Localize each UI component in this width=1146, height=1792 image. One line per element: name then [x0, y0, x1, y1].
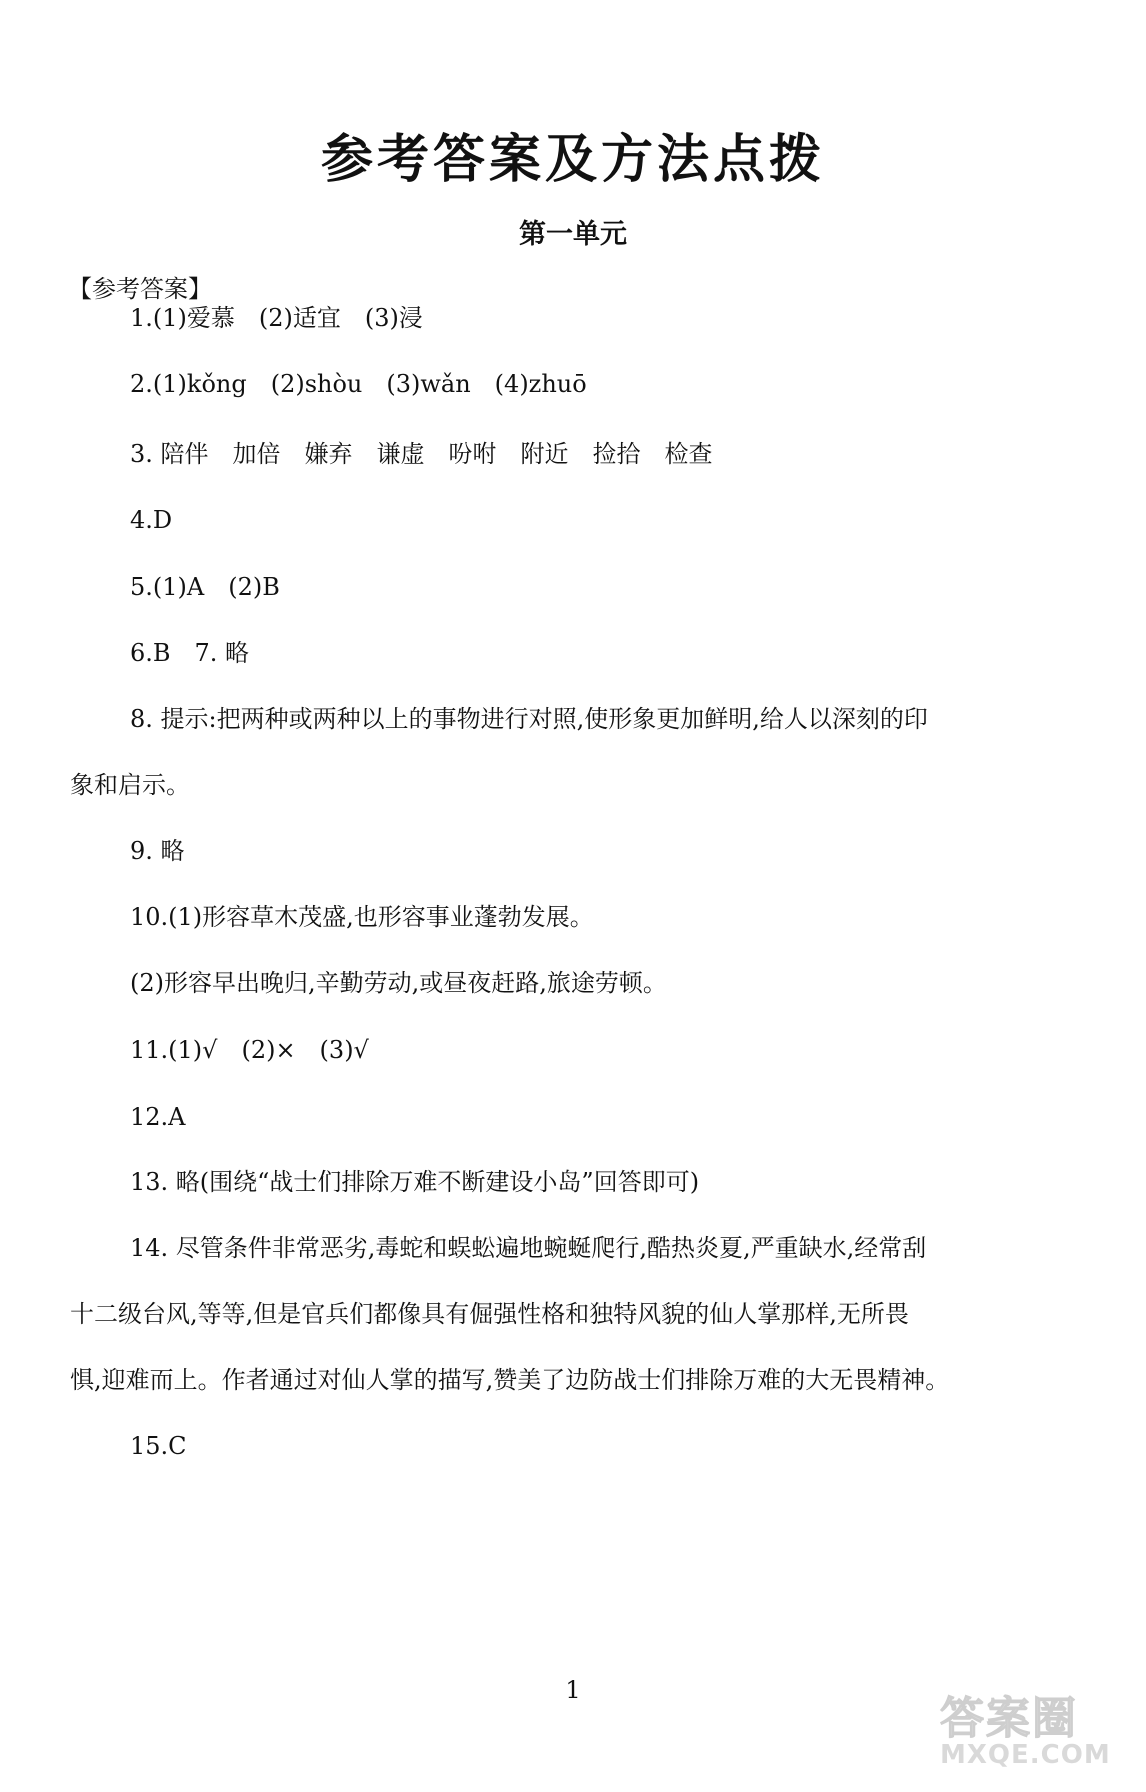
answer-line-2: 2.(1)kǒng (2)shòu (3)wǎn (4)zhuō — [130, 370, 587, 398]
answer-line-14: 14. 尽管条件非常恶劣,毒蛇和蜈蚣遍地蜿蜒爬行,酷热炎夏,严重缺水,经常刮 — [130, 1234, 927, 1262]
watermark-logo — [932, 1680, 1132, 1776]
answer-line-11: 11.(1)√ (2)× (3)√ — [130, 1036, 369, 1064]
page-title: 参考答案及方法点拨 — [320, 130, 825, 190]
answer-line-12: 12.A — [130, 1103, 186, 1131]
answer-line-10-2: (2)形容早出晚归,辛勤劳动,或昼夜赶路,旅途劳顿。 — [130, 969, 667, 997]
unit-heading: 第一单元 — [519, 219, 627, 250]
watermark-glyphs: 答案圈 — [940, 1693, 1078, 1744]
answer-line-9: 9. 略 — [130, 837, 185, 865]
answer-line-3: 3. 陪伴 加倍 嫌弃 谦虚 吩咐 附近 捡拾 检查 — [130, 440, 713, 468]
answer-line-5: 5.(1)A (2)B — [130, 573, 280, 601]
answer-line-8-continued: 象和启示。 — [70, 771, 190, 799]
answer-line-1: 1.(1)爱慕 (2)适宜 (3)浸 — [130, 304, 423, 332]
section-label: 【参考答案】 — [68, 275, 212, 303]
answer-line-6-7: 6.B 7. 略 — [130, 639, 250, 667]
answer-line-8: 8. 提示:把两种或两种以上的事物进行对照,使形象更加鲜明,给人以深刻的印 — [130, 705, 928, 733]
answer-line-13: 13. 略(围绕“战士们排除万难不断建设小岛”回答即可) — [130, 1168, 700, 1196]
answer-line-15: 15.C — [130, 1432, 187, 1460]
answer-line-4: 4.D — [130, 506, 173, 534]
answer-line-10-1: 10.(1)形容草木茂盛,也形容事业蓬勃发展。 — [130, 903, 594, 931]
page-number: 1 — [565, 1676, 581, 1704]
answer-line-14-continued-2: 惧,迎难而上。作者通过对仙人掌的描写,赞美了边防战士们排除万难的大无畏精神。 — [70, 1366, 950, 1394]
watermark-domain: MXQE.COM — [940, 1740, 1111, 1770]
answer-line-14-continued-1: 十二级台风,等等,但是官兵们都像具有倔强性格和独特风貌的仙人掌那样,无所畏 — [70, 1300, 909, 1328]
